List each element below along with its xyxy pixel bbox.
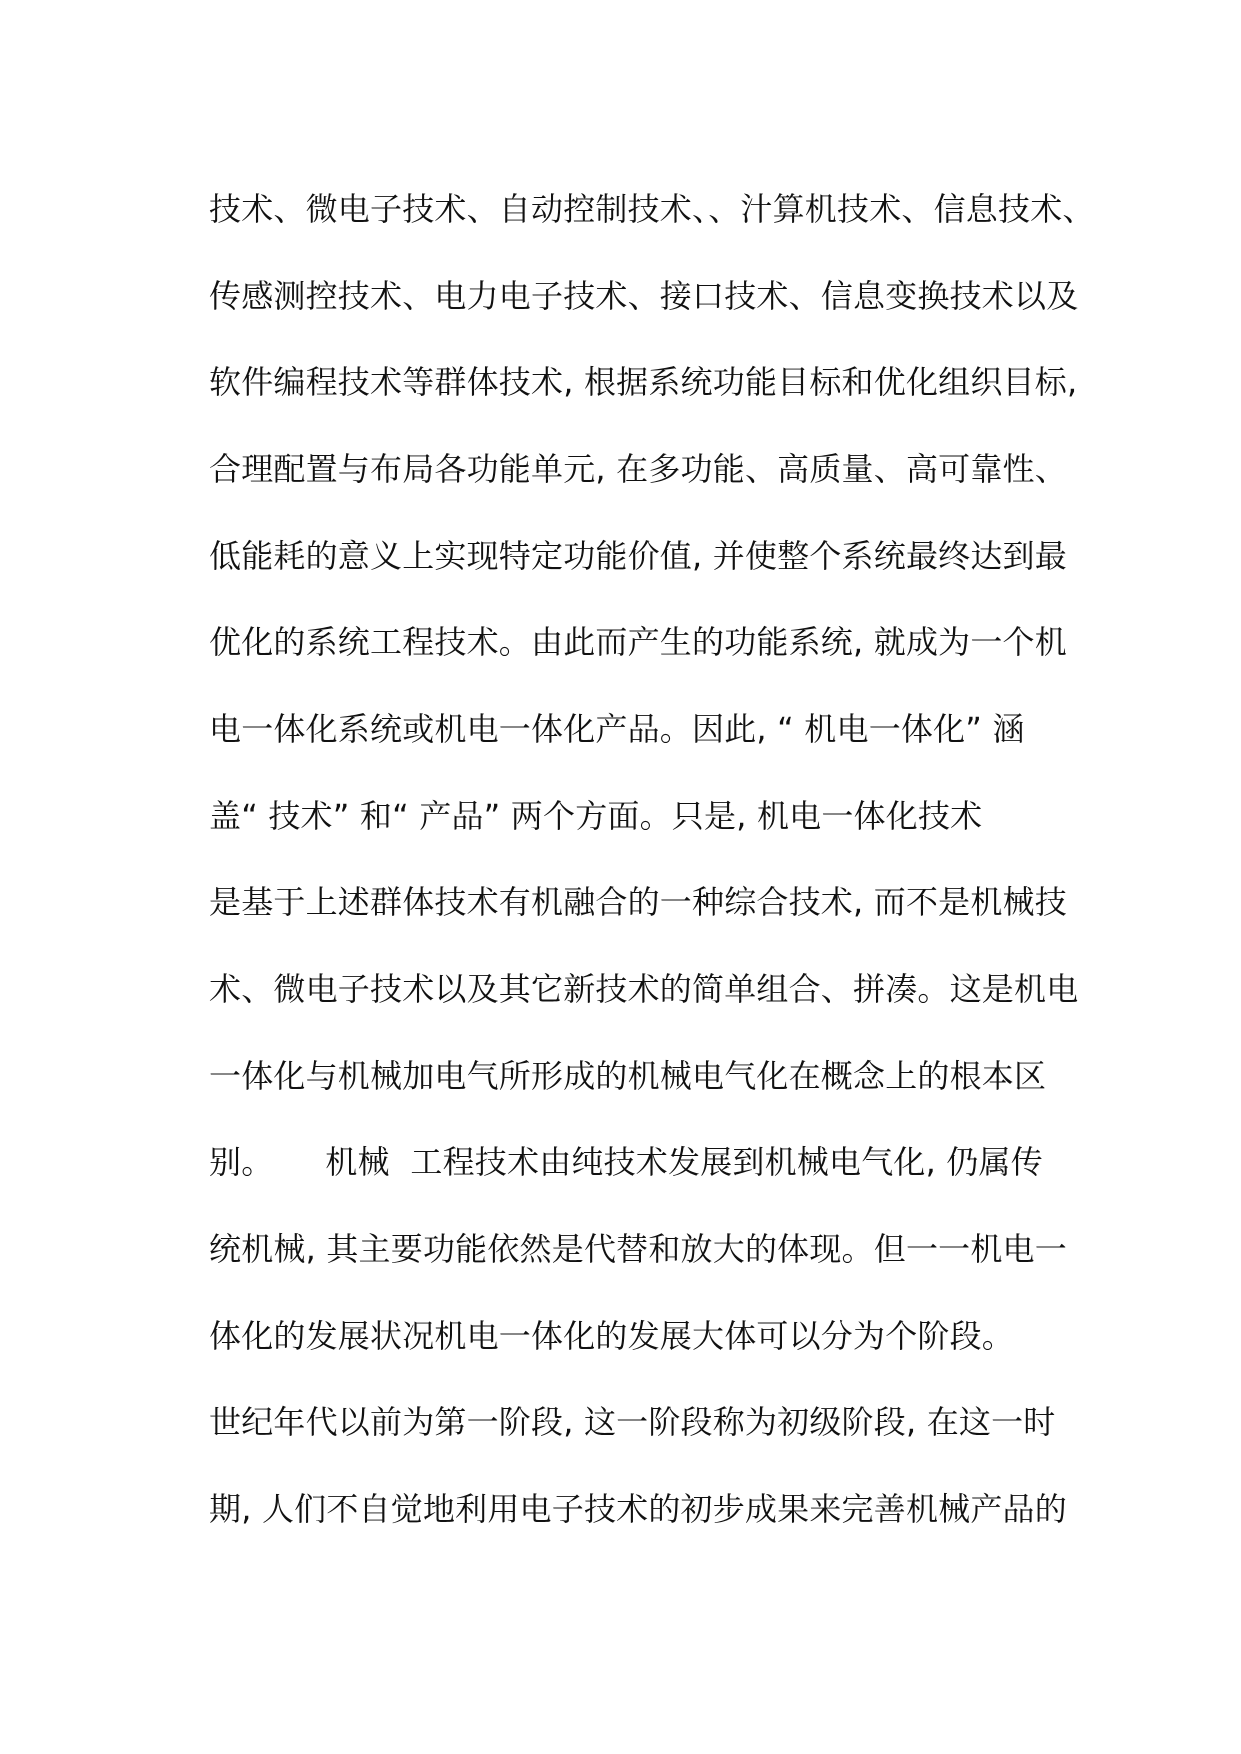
- text-line: 技术、微电子技术、自动控制技术、、汁算机技术、信息技术、: [209, 190, 1095, 228]
- text-line: 合理配置与布局各功能单元, 在多功能、高质量、高可靠性、: [209, 450, 1067, 488]
- text-line: 传感测控技术、电力电子技术、接口技术、信息变换技术以及: [209, 277, 1079, 315]
- text-line: 低能耗的意义上实现特定功能价值, 并使整个系统最终达到最: [209, 537, 1067, 575]
- text-line: 软件编程技术等群体技术, 根据系统功能目标和优化组织目标,: [209, 363, 1078, 401]
- text-line: 是基于上述群体技术有机融合的一种综合技术, 而不是机械技: [209, 883, 1067, 921]
- text-line: 统机械, 其主要功能依然是代替和放大的体现。但一一机电一: [209, 1230, 1067, 1268]
- text-line: 期, 人们不自觉地利用电子技术的初步成果来完善机械产品的: [209, 1490, 1067, 1528]
- text-line: 电一体化系统或机电一体化产品。因此, “ 机电一体化” 涵: [209, 710, 1025, 748]
- text-line: 一体化与机械加电气所形成的机械电气化在概念上的根本区: [209, 1057, 1047, 1095]
- text-line: 体化的发展状况机电一体化的发展大体可以分为个阶段。: [209, 1317, 1015, 1355]
- text-line: 术、微电子技术以及其它新技术的简单组合、拼凑。这是机电: [209, 970, 1079, 1008]
- text-line: 别。 机械 工程技术由纯技术发展到机械电气化, 仍属传: [209, 1143, 1043, 1181]
- text-line: 世纪年代以前为第一阶段, 这一阶段称为初级阶段, 在这一时: [209, 1403, 1056, 1441]
- text-line: 盖“ 技术” 和“ 产品” 两个方面。只是, 机电一体化技术: [209, 797, 983, 835]
- text-line: 优化的系统工程技术。由此而产生的功能系统, 就成为一个机: [209, 623, 1067, 661]
